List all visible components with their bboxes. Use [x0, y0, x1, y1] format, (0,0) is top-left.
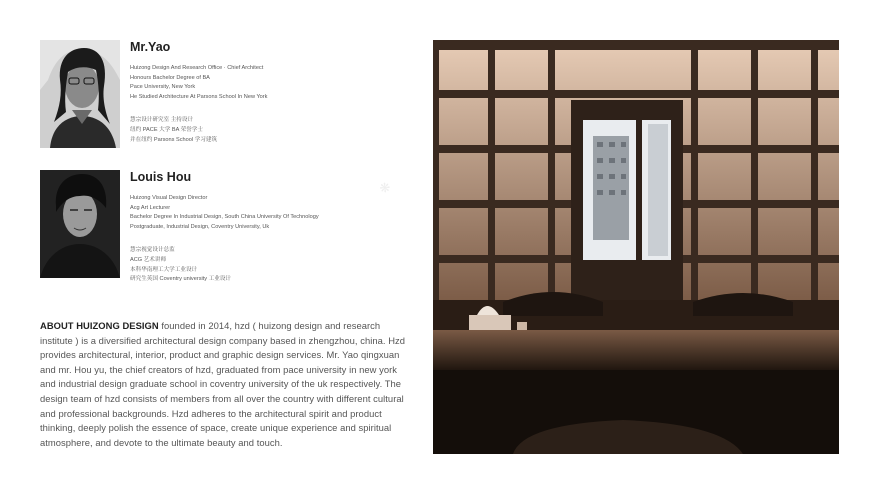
about-heading: ABOUT HUIZONG DESIGN: [40, 320, 159, 331]
bio-line: Acg Art Lecturer: [130, 204, 171, 211]
person-name: Mr.Yao: [130, 40, 171, 54]
bio-line: 慧宗设计研究室 主持设计: [130, 117, 194, 124]
english-bio: [130, 194, 390, 232]
bio-line: 本科华南理工大学工业设计: [130, 266, 198, 273]
bio-line: 研究生英国 Coventry university 工业设计: [130, 276, 232, 283]
person-name: Louis Hou: [130, 170, 192, 184]
chinese-bio: [130, 116, 390, 145]
watermark: ❋: [375, 178, 395, 197]
bio-line: Honours Bachelor Degree of BA: [130, 74, 210, 81]
interior-photo: [433, 40, 839, 454]
bio-line: 纽约 PACE 大学 BA 荣誉学士: [130, 126, 203, 133]
bio-line: 并在纽约 Parsons School 学习建筑: [130, 136, 218, 143]
bio-line: ACG 艺术讲师: [130, 256, 167, 263]
bio-line: Bachelor Degree In Industrial Design, South China University Of Technology: [130, 214, 319, 221]
about-paragraph: [40, 319, 410, 450]
bio-line: 慧宗视觉设计总监: [130, 247, 175, 254]
chinese-bio: [130, 246, 390, 284]
portrait-louis-hou: [40, 170, 120, 278]
portrait-mr-yao: [40, 40, 120, 148]
bio-line: Huizong Visual Design Director: [130, 195, 208, 201]
bio-line: Postgraduate, Industrial Design, Coventry University, Uk: [130, 223, 270, 230]
bio-line: Huizong Design And Research Office · Chief Architect: [130, 65, 264, 71]
bio-line: He Studied Architecture At Parsons School In New York: [130, 93, 268, 100]
english-bio: [130, 64, 390, 102]
about-body: founded in 2014, hzd ( huizong design and research institute ) is a diversified architectural design company based in zhengzhou, china. Hzd provides architectural, interior, product and graphic design services. Mr. Yao qingxuan and mr. Hou yu, the chief creators of hzd, graduated from pace university in new york and industrial design graduate school in coventry university of the uk respectively. The design team of hzd consists of members from all over the country with different cultural and professional backgrounds. Hzd adheres to the architectural spirit and product thinking, deeply polish the essence of space, create unique experience and spiritual atmosphere, and devote to the ultimate beauty and touch.: [40, 320, 406, 448]
bio-line: Pace University, New York: [130, 84, 196, 91]
